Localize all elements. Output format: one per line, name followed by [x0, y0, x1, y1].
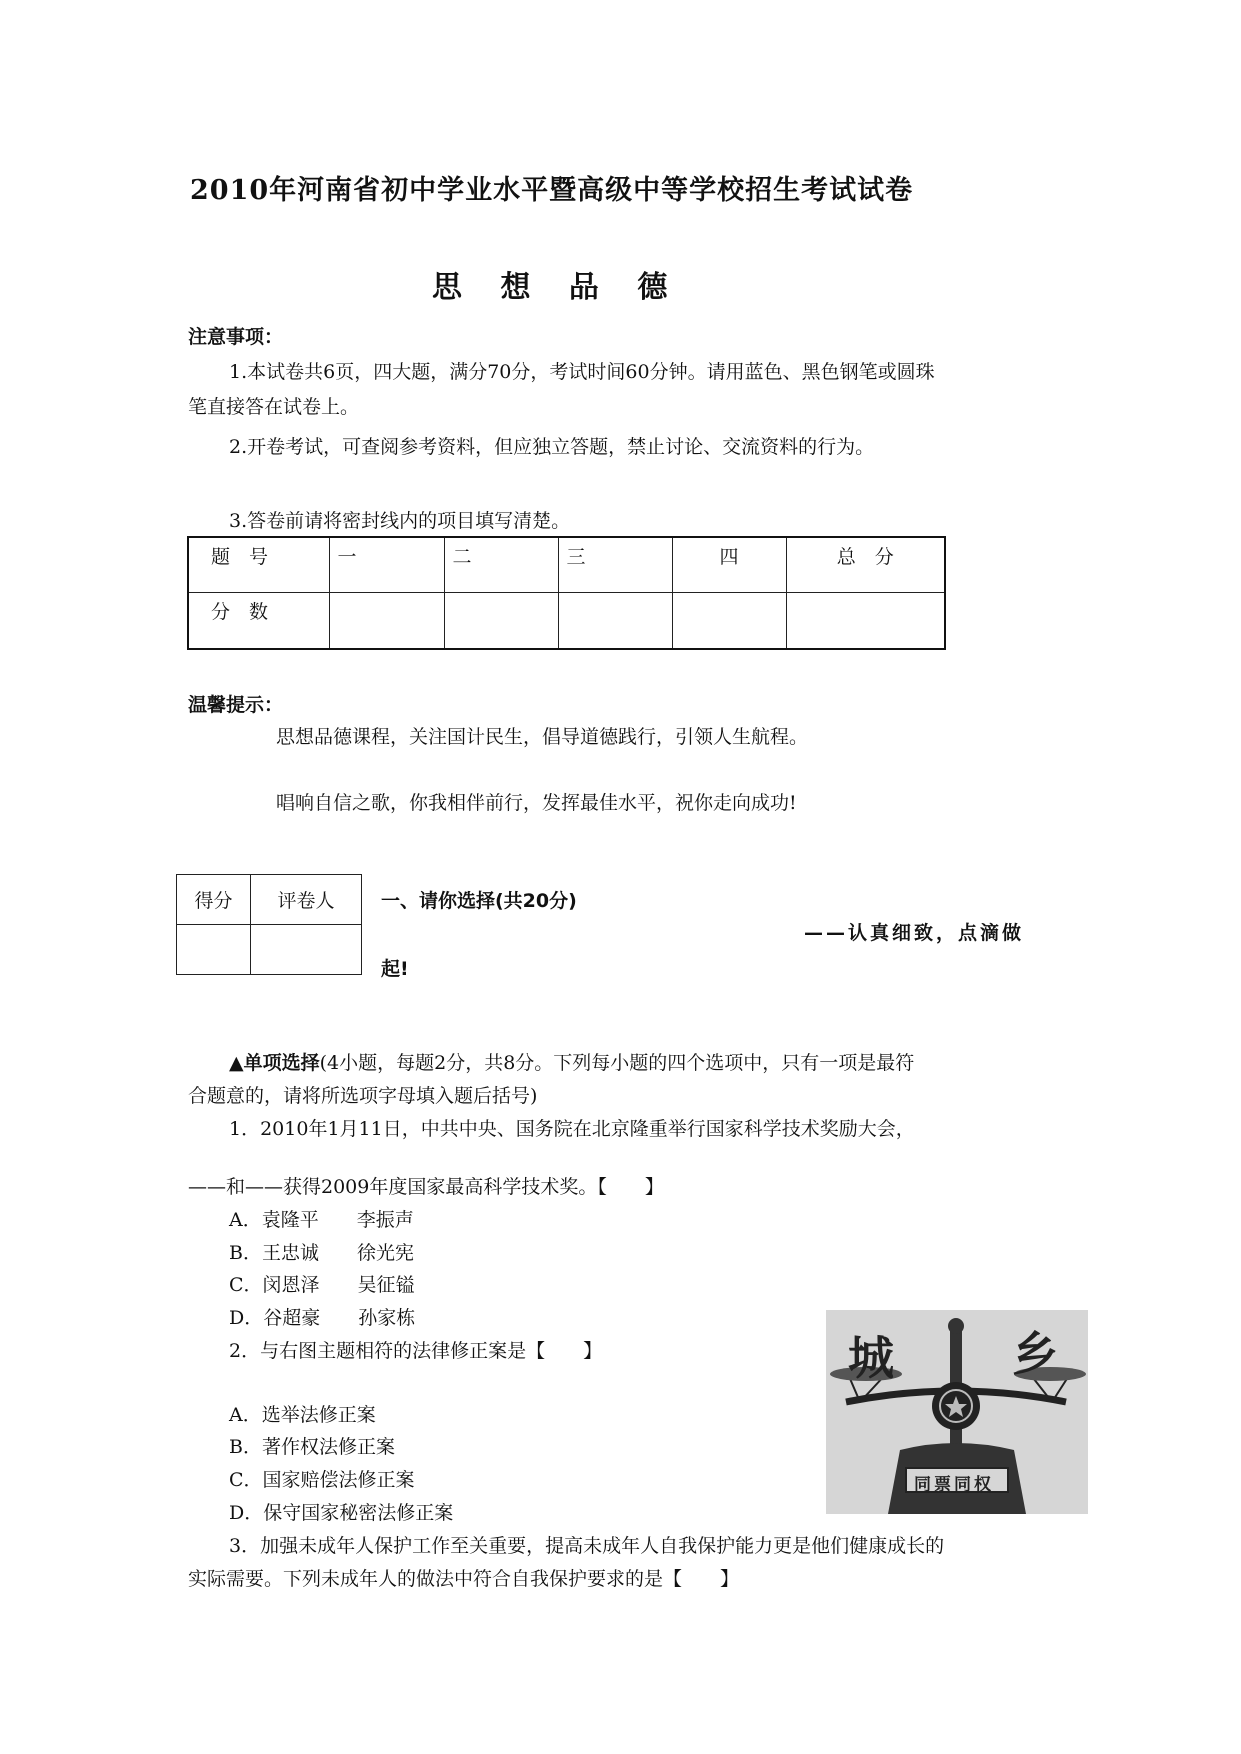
question-1-option-c[interactable]: C．闵恩泽 吴征镒 [229, 1274, 415, 1296]
grader-table-grader-label: 评卷人 [251, 875, 362, 925]
score-cell-1[interactable] [329, 592, 444, 649]
score-table [187, 536, 946, 650]
grader-score-cell[interactable] [177, 925, 251, 975]
question-3-stem-line-1: 3．加强未成年人保护工作至关重要，提高未成年人自我保护能力更是他们健康成长的 [229, 1535, 945, 1557]
notice-item-2: 2.开卷考试，可查阅参考资料，但应独立答题，禁止讨论、交流资料的行为。 [229, 436, 875, 458]
grader-table-score-label: 得分 [177, 875, 251, 925]
tips-line-2: 唱响自信之歌，你我相伴前行，发挥最佳水平，祝你走向成功! [276, 792, 797, 814]
section-1-motto-line-2: 起! [381, 958, 409, 980]
grader-name-cell[interactable] [251, 925, 362, 975]
score-table-col-total: 总 分 [786, 537, 945, 592]
section-1-heading: 一、请你选择(共20分) [381, 890, 577, 912]
score-table-label-score: 分 数 [188, 592, 329, 649]
single-choice-instruction: (4小题，每题2分，共8分。下列每小题的四个选项中，只有一项是最符 [319, 1052, 915, 1074]
notice-item-1-line-1: 1.本试卷共6页，四大题，满分70分，考试时间60分钟。请用蓝色、黑色钢笔或圆珠 [229, 361, 935, 383]
figure-left-character: 城 [848, 1331, 894, 1385]
score-table-col-2: 二 [444, 537, 558, 592]
question-1-option-b[interactable]: B．王忠诚 徐光宪 [229, 1242, 414, 1264]
grader-table [176, 874, 362, 975]
single-choice-label: ▲单项选择 [229, 1052, 320, 1074]
subject-title: 思 想 品 德 [432, 270, 682, 305]
score-cell-3[interactable] [558, 592, 672, 649]
question-1-stem-line-1: 1．2010年1月11日，中共中央、国务院在北京隆重举行国家科学技术奖励大会， [229, 1118, 915, 1140]
score-table-score-row [188, 592, 945, 649]
score-cell-total[interactable] [786, 592, 945, 649]
score-table-header-row [188, 537, 945, 592]
score-table-col-1: 一 [329, 537, 444, 592]
question-2-option-c[interactable]: C．国家赔偿法修正案 [229, 1469, 415, 1491]
question-2-option-a[interactable]: A．选举法修正案 [229, 1404, 376, 1426]
question-2-stem: 2．与右图主题相符的法律修正案是【 】 [229, 1340, 603, 1362]
score-cell-2[interactable] [444, 592, 558, 649]
question-1-stem-line-2: ——和——获得2009年度国家最高科学技术奖。【 】 [188, 1176, 664, 1198]
section-1-instruction-line-1 [229, 1048, 914, 1075]
balance-scale-illustration [826, 1310, 1088, 1514]
section-1-motto-line-1: ——认真细致，点滴做 [804, 922, 1025, 944]
section-1-instruction-line-2: 合题意的，请将所选项字母填入题后括号) [188, 1085, 538, 1107]
tips-heading: 温馨提示： [188, 694, 284, 716]
figure-plaque-text: 同票同权 [914, 1475, 994, 1495]
question-1-option-a[interactable]: A．袁隆平 李振声 [229, 1209, 414, 1231]
notice-item-1-line-2: 笔直接答在试卷上。 [188, 396, 360, 418]
score-table-col-3: 三 [558, 537, 672, 592]
question-2-option-b[interactable]: B．著作权法修正案 [229, 1436, 395, 1458]
figure-right-character: 乡 [1012, 1327, 1058, 1381]
question-2-option-d[interactable]: D．保守国家秘密法修正案 [229, 1502, 454, 1524]
tips-line-1: 思想品德课程，关注国计民生，倡导道德践行，引领人生航程。 [276, 726, 809, 748]
notice-item-3: 3.答卷前请将密封线内的项目填写清楚。 [229, 510, 571, 532]
score-table-col-4: 四 [672, 537, 786, 592]
question-1-option-d[interactable]: D．谷超豪 孙家栋 [229, 1307, 416, 1329]
question-3-stem-line-2: 实际需要。下列未成年人的做法中符合自我保护要求的是【 】 [188, 1568, 740, 1590]
score-cell-4[interactable] [672, 592, 786, 649]
score-table-label-question: 题 号 [188, 537, 329, 592]
notice-heading: 注意事项： [188, 326, 284, 348]
exam-title: 2010年河南省初中学业水平暨高级中等学校招生考试试卷 [190, 175, 914, 206]
